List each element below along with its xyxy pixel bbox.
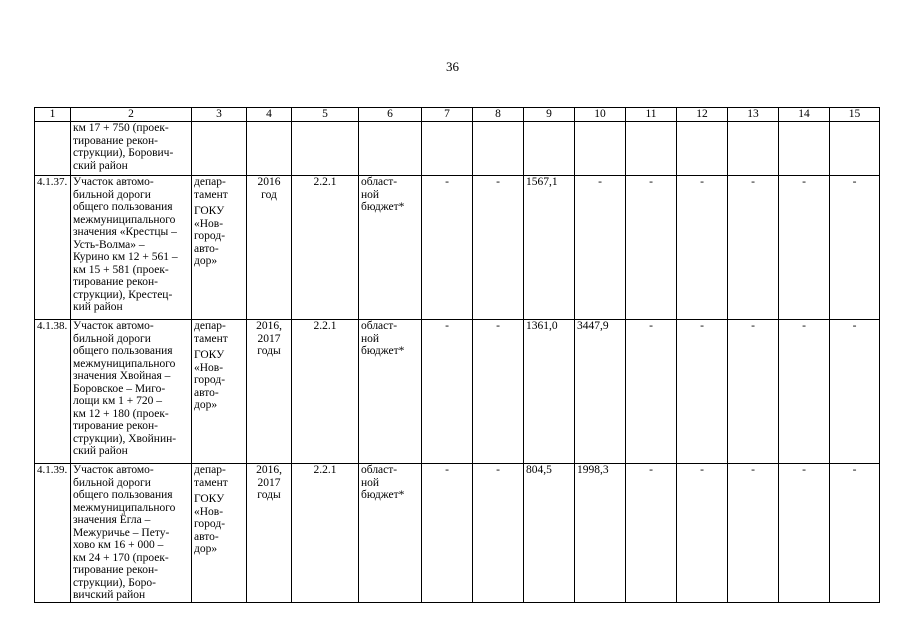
text-line: струкции), Крестец-	[73, 288, 173, 301]
header-row	[35, 108, 880, 122]
period-cell	[247, 176, 292, 320]
text-line: город-	[194, 518, 226, 530]
value-cell-c13	[728, 320, 779, 464]
value-cell-c11	[626, 320, 677, 464]
cell-value: -	[649, 320, 653, 332]
value-cell-c14	[779, 176, 830, 320]
value-cell-c14	[779, 320, 830, 464]
value-cell-c10	[575, 320, 626, 464]
text-line: значения «Крестцы –	[73, 226, 177, 238]
text-line: бюджет*	[361, 201, 405, 213]
text-line: авто-	[194, 530, 219, 543]
text-line: Участок автомо-	[73, 176, 154, 188]
cell-value: 10	[594, 108, 606, 120]
value-cell-c12	[677, 464, 728, 603]
program-table	[34, 107, 880, 603]
value-cell-c11	[626, 122, 677, 176]
value-cell-c8	[473, 122, 524, 176]
column-number-header	[35, 108, 71, 122]
value-cell-c8	[473, 320, 524, 464]
executor-cell	[192, 122, 247, 176]
text-line: авто-	[194, 242, 219, 255]
period-cell	[247, 464, 292, 603]
value-cell-c9	[524, 122, 575, 176]
text-line: тирование рекон-	[73, 420, 158, 432]
text-line: дор»	[194, 255, 218, 267]
text-line: «Нов-	[194, 217, 224, 230]
text-line: годы	[257, 489, 281, 501]
text-line: бюджет*	[361, 489, 405, 501]
object-name-cell	[71, 122, 192, 176]
text-line: ной	[361, 476, 380, 489]
value-cell-c7	[422, 464, 473, 603]
text-line: бильной дороги	[73, 476, 151, 489]
row-number-cell	[35, 122, 71, 176]
text-line: город-	[194, 374, 226, 386]
cell-value: 804,5	[526, 464, 552, 476]
text-line: лощи км 1 + 720 –	[73, 395, 162, 407]
text-line: межмуниципального	[73, 357, 176, 370]
value-cell-c10	[575, 464, 626, 603]
column-number-header	[779, 108, 830, 122]
column-number-header	[728, 108, 779, 122]
table-row	[35, 176, 880, 320]
text-line: Межуричье – Пету-	[73, 526, 170, 539]
text-line: Участок автомо-	[73, 464, 154, 476]
cell-value: -	[700, 320, 704, 332]
text-line: тамент	[194, 476, 228, 489]
text-line: год	[261, 188, 277, 201]
value-cell-c12	[677, 320, 728, 464]
value-cell-c14	[779, 122, 830, 176]
cell-value: -	[445, 320, 449, 332]
funding-source-cell	[359, 464, 422, 603]
text-line: 2017	[257, 332, 281, 345]
object-name-cell	[71, 464, 192, 603]
text-line: общего пользования	[73, 201, 173, 213]
row-number-cell	[35, 176, 71, 320]
value-cell-c12	[677, 176, 728, 320]
column-number-header	[524, 108, 575, 122]
text-line: город-	[194, 230, 226, 242]
text-line: ГОКУ	[194, 205, 225, 217]
text-line: депар-	[194, 464, 226, 476]
funding-source-cell	[359, 320, 422, 464]
column-number-header	[473, 108, 524, 122]
value-cell-c9	[524, 464, 575, 603]
table-row	[35, 320, 880, 464]
cell-value: 1361,0	[526, 320, 558, 332]
value-cell-c13	[728, 176, 779, 320]
cell-value: -	[802, 320, 806, 332]
column-number-header	[359, 108, 422, 122]
value-cell-c13	[728, 464, 779, 603]
text-line: област-	[361, 320, 398, 332]
value-cell-c15	[830, 320, 880, 464]
cell-value: -	[700, 176, 704, 188]
text-line: км 12 + 180 (проек-	[73, 407, 169, 420]
text-line: Курино км 12 + 561 –	[73, 251, 178, 263]
object-name-cell	[71, 320, 192, 464]
text-line: км 24 + 170 (проек-	[73, 551, 169, 564]
cell-value: 11	[645, 108, 657, 120]
cell-value: -	[802, 176, 806, 188]
object-name-cell	[71, 176, 192, 320]
value-cell-c13	[728, 122, 779, 176]
target-code-cell	[292, 320, 359, 464]
text-line: тирование рекон-	[73, 564, 158, 576]
cell-value: 1998,3	[577, 464, 609, 476]
cell-value: 4.1.37.	[37, 176, 68, 188]
text-line: струкции), Борович-	[73, 147, 174, 159]
cell-value: -	[852, 464, 857, 476]
cell-value: 2.2.1	[313, 320, 337, 332]
cell-value: -	[852, 320, 857, 332]
target-code-cell	[292, 122, 359, 176]
period-cell	[247, 320, 292, 464]
text-line: бюджет*	[361, 345, 405, 357]
text-line: 2016,	[256, 320, 282, 332]
text-line: ной	[361, 332, 380, 345]
value-cell-c15	[830, 176, 880, 320]
text-line: межмуниципального	[73, 501, 176, 514]
cell-value: 15	[848, 108, 861, 120]
text-line: общего пользования	[73, 345, 173, 357]
cell-value: 14	[798, 108, 810, 120]
column-number-header	[247, 108, 292, 122]
text-line: ГОКУ	[194, 349, 225, 361]
cell-value: 2	[128, 108, 134, 120]
value-cell-c15	[830, 464, 880, 603]
text-line: тирование рекон-	[73, 276, 158, 288]
text-line: депар-	[194, 176, 226, 188]
text-line: струкции), Хвойнин-	[73, 432, 177, 445]
text-line: ГОКУ	[194, 493, 225, 505]
cell-value: -	[445, 464, 449, 476]
value-cell-c8	[473, 464, 524, 603]
value-cell-c9	[524, 176, 575, 320]
funding-source-cell	[359, 122, 422, 176]
text-line: авто-	[194, 386, 219, 399]
text-line: област-	[361, 464, 398, 476]
funding-source-cell	[359, 176, 422, 320]
text-line: общего пользования	[73, 489, 173, 501]
column-number-header	[677, 108, 728, 122]
table-row	[35, 464, 880, 603]
cell-value: 12	[696, 108, 708, 120]
value-cell-c10	[575, 122, 626, 176]
text-line: «Нов-	[194, 361, 224, 374]
text-line: вичский район	[73, 589, 146, 601]
text-line: км 17 + 750 (проек-	[73, 122, 169, 134]
text-line: тамент	[194, 188, 228, 201]
text-line: км 15 + 581 (проек-	[73, 263, 169, 276]
cell-value: -	[496, 464, 500, 476]
text-line: Боровское – Миго-	[73, 382, 166, 395]
value-cell-c7	[422, 320, 473, 464]
column-number-header	[422, 108, 473, 122]
cell-value: 3	[216, 108, 222, 120]
cell-value: 4.1.39.	[37, 464, 68, 476]
text-line: значения Хвойная –	[73, 370, 171, 382]
cell-value: 7	[444, 108, 450, 120]
cell-value: 1567,1	[526, 176, 558, 188]
cell-value: -	[802, 464, 806, 476]
text-line: «Нов-	[194, 505, 224, 518]
column-number-header	[830, 108, 880, 122]
text-line: 2017	[257, 476, 281, 489]
cell-value: -	[496, 176, 500, 188]
cell-value: -	[445, 176, 449, 188]
text-line: дор»	[194, 543, 218, 555]
text-line: ский район	[73, 445, 128, 457]
value-cell-c9	[524, 320, 575, 464]
text-line: межмуниципального	[73, 213, 176, 226]
text-line: ной	[361, 188, 380, 201]
cell-value: 1	[49, 108, 56, 120]
text-line: ский район	[73, 159, 128, 172]
text-line: 2016,	[256, 464, 282, 476]
value-cell-c11	[626, 176, 677, 320]
text-line: Участок автомо-	[73, 320, 154, 332]
executor-cell	[192, 320, 247, 464]
target-code-cell	[292, 176, 359, 320]
value-cell-c7	[422, 176, 473, 320]
column-number-header	[71, 108, 192, 122]
cell-value: 2.2.1	[313, 176, 337, 188]
cell-value: 6	[387, 108, 393, 120]
period-cell	[247, 122, 292, 176]
text-line: бильной дороги	[73, 188, 151, 201]
value-cell-c11	[626, 464, 677, 603]
target-code-cell	[292, 464, 359, 603]
table-row	[35, 122, 880, 176]
text-line: област-	[361, 176, 398, 188]
cell-value: 13	[747, 108, 759, 120]
text-line: годы	[257, 345, 281, 357]
cell-value: -	[700, 464, 704, 476]
value-cell-c10	[575, 176, 626, 320]
text-line: 2016	[257, 176, 281, 188]
row-number-cell	[35, 464, 71, 603]
value-cell-c8	[473, 176, 524, 320]
text-line: хово км 16 + 000 –	[73, 539, 164, 551]
text-line: кий район	[73, 301, 123, 313]
executor-cell	[192, 464, 247, 603]
value-cell-c12	[677, 122, 728, 176]
text-line: Усть-Волма» –	[73, 238, 145, 251]
text-line: значения Ёгла –	[73, 514, 151, 526]
cell-value: -	[496, 320, 500, 332]
value-cell-c15	[830, 122, 880, 176]
cell-value: -	[852, 176, 857, 188]
text-line: бильной дороги	[73, 332, 151, 345]
cell-value: 4	[266, 108, 272, 120]
cell-value: 8	[495, 108, 501, 120]
executor-cell	[192, 176, 247, 320]
cell-value: 9	[546, 108, 552, 120]
cell-value: -	[649, 176, 653, 188]
cell-value: -	[598, 176, 602, 188]
cell-value: 3447,9	[577, 320, 609, 332]
text-line: струкции), Боро-	[73, 576, 156, 589]
cell-value: 5	[322, 108, 328, 120]
value-cell-c14	[779, 464, 830, 603]
cell-value: 4.1.38.	[37, 320, 68, 332]
cell-value: 2.2.1	[313, 464, 337, 476]
column-number-header	[192, 108, 247, 122]
cell-value: -	[649, 464, 653, 476]
value-cell-c7	[422, 122, 473, 176]
cell-value: -	[751, 320, 755, 332]
cell-value: -	[751, 176, 755, 188]
cell-value: -	[751, 464, 755, 476]
text-line: дор»	[194, 399, 218, 411]
text-line: тирование рекон-	[73, 134, 158, 147]
column-number-header	[575, 108, 626, 122]
text-line: тамент	[194, 332, 228, 345]
text-line: депар-	[194, 320, 226, 332]
column-number-header	[626, 108, 677, 122]
page-number: 36	[446, 59, 459, 74]
column-number-header	[292, 108, 359, 122]
row-number-cell	[35, 320, 71, 464]
